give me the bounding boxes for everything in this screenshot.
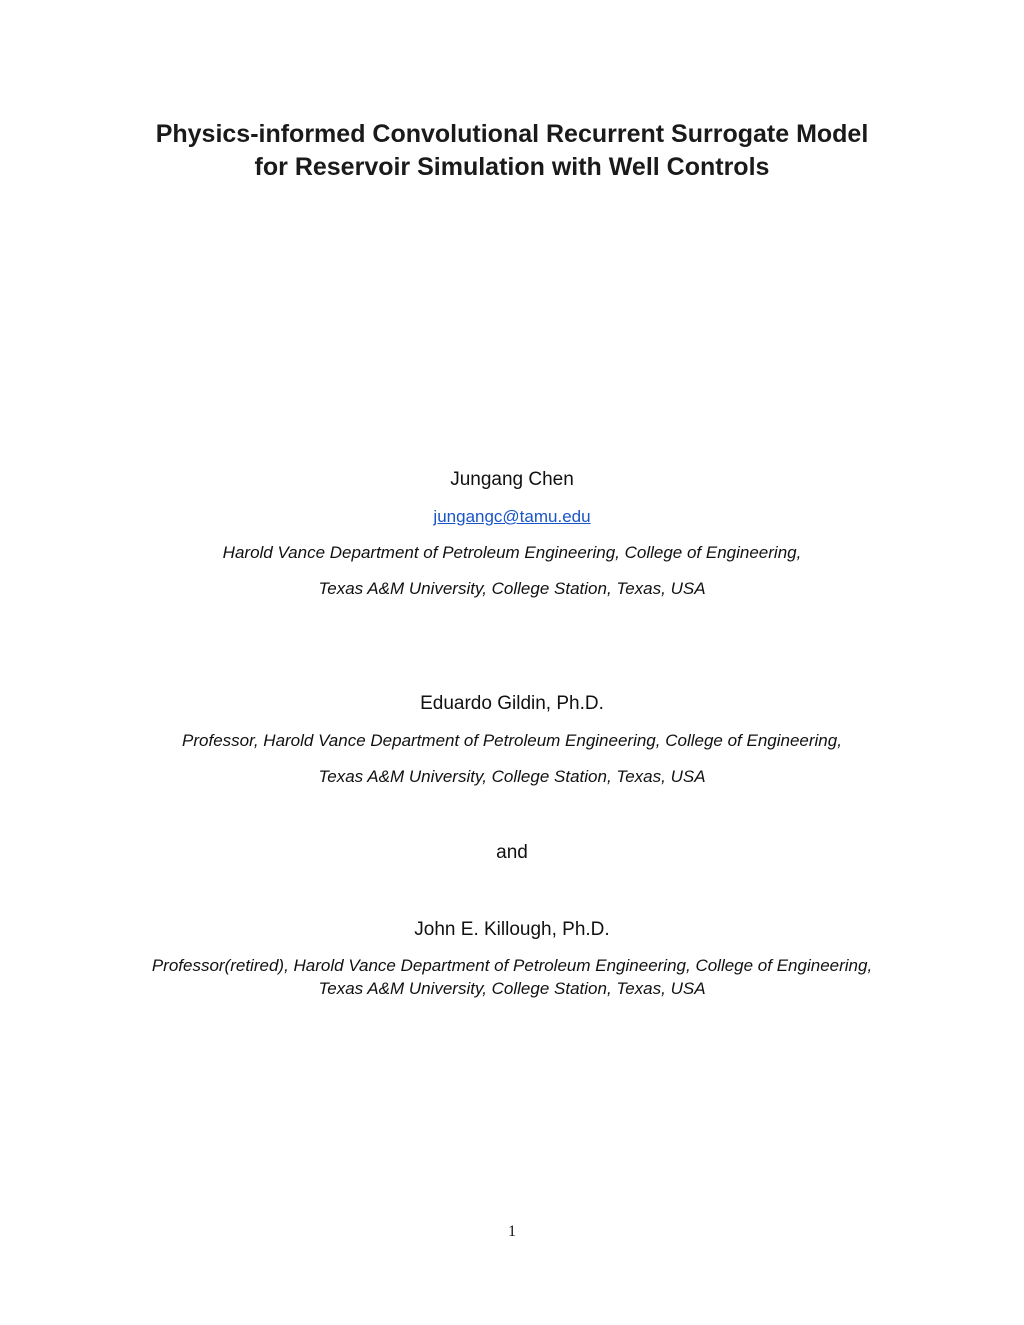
paper-title-line-2: for Reservoir Simulation with Well Controls [254,153,770,181]
author-2-affiliation-line-2: Texas A&M University, College Station, Texas, USA [318,767,706,786]
page-number: 1 [508,1223,516,1240]
author-3-affiliation-line-2: Texas A&M University, College Station, Texas, USA [318,979,706,998]
author-3-affiliation-line-1: Professor(retired), Harold Vance Department of Petroleum Engineering, College of Engineering, [151,956,873,975]
author-1-affiliation-line-2: Texas A&M University, College Station, Texas, USA [318,579,706,598]
author-3-name: John E. Killough, Ph.D. [414,919,610,940]
author-1-affiliation-line-1: Harold Vance Department of Petroleum Engineering, College of Engineering, [222,543,802,562]
paper-title-line-1: Physics-informed Convolutional Recurrent Surrogate Model [155,120,869,148]
paper-title [0,118,1024,184]
author-1-email-wrapper [0,506,1024,528]
author-1-email-link[interactable]: jungangc@tamu.edu [433,507,591,526]
author-2-affiliation-line-1: Professor, Harold Vance Department of Petroleum Engineering, College of Engineering, [182,731,842,750]
author-1-name: Jungang Chen [450,469,574,490]
author-2-name: Eduardo Gildin, Ph.D. [420,693,604,714]
author-conjunction: and [496,842,528,863]
